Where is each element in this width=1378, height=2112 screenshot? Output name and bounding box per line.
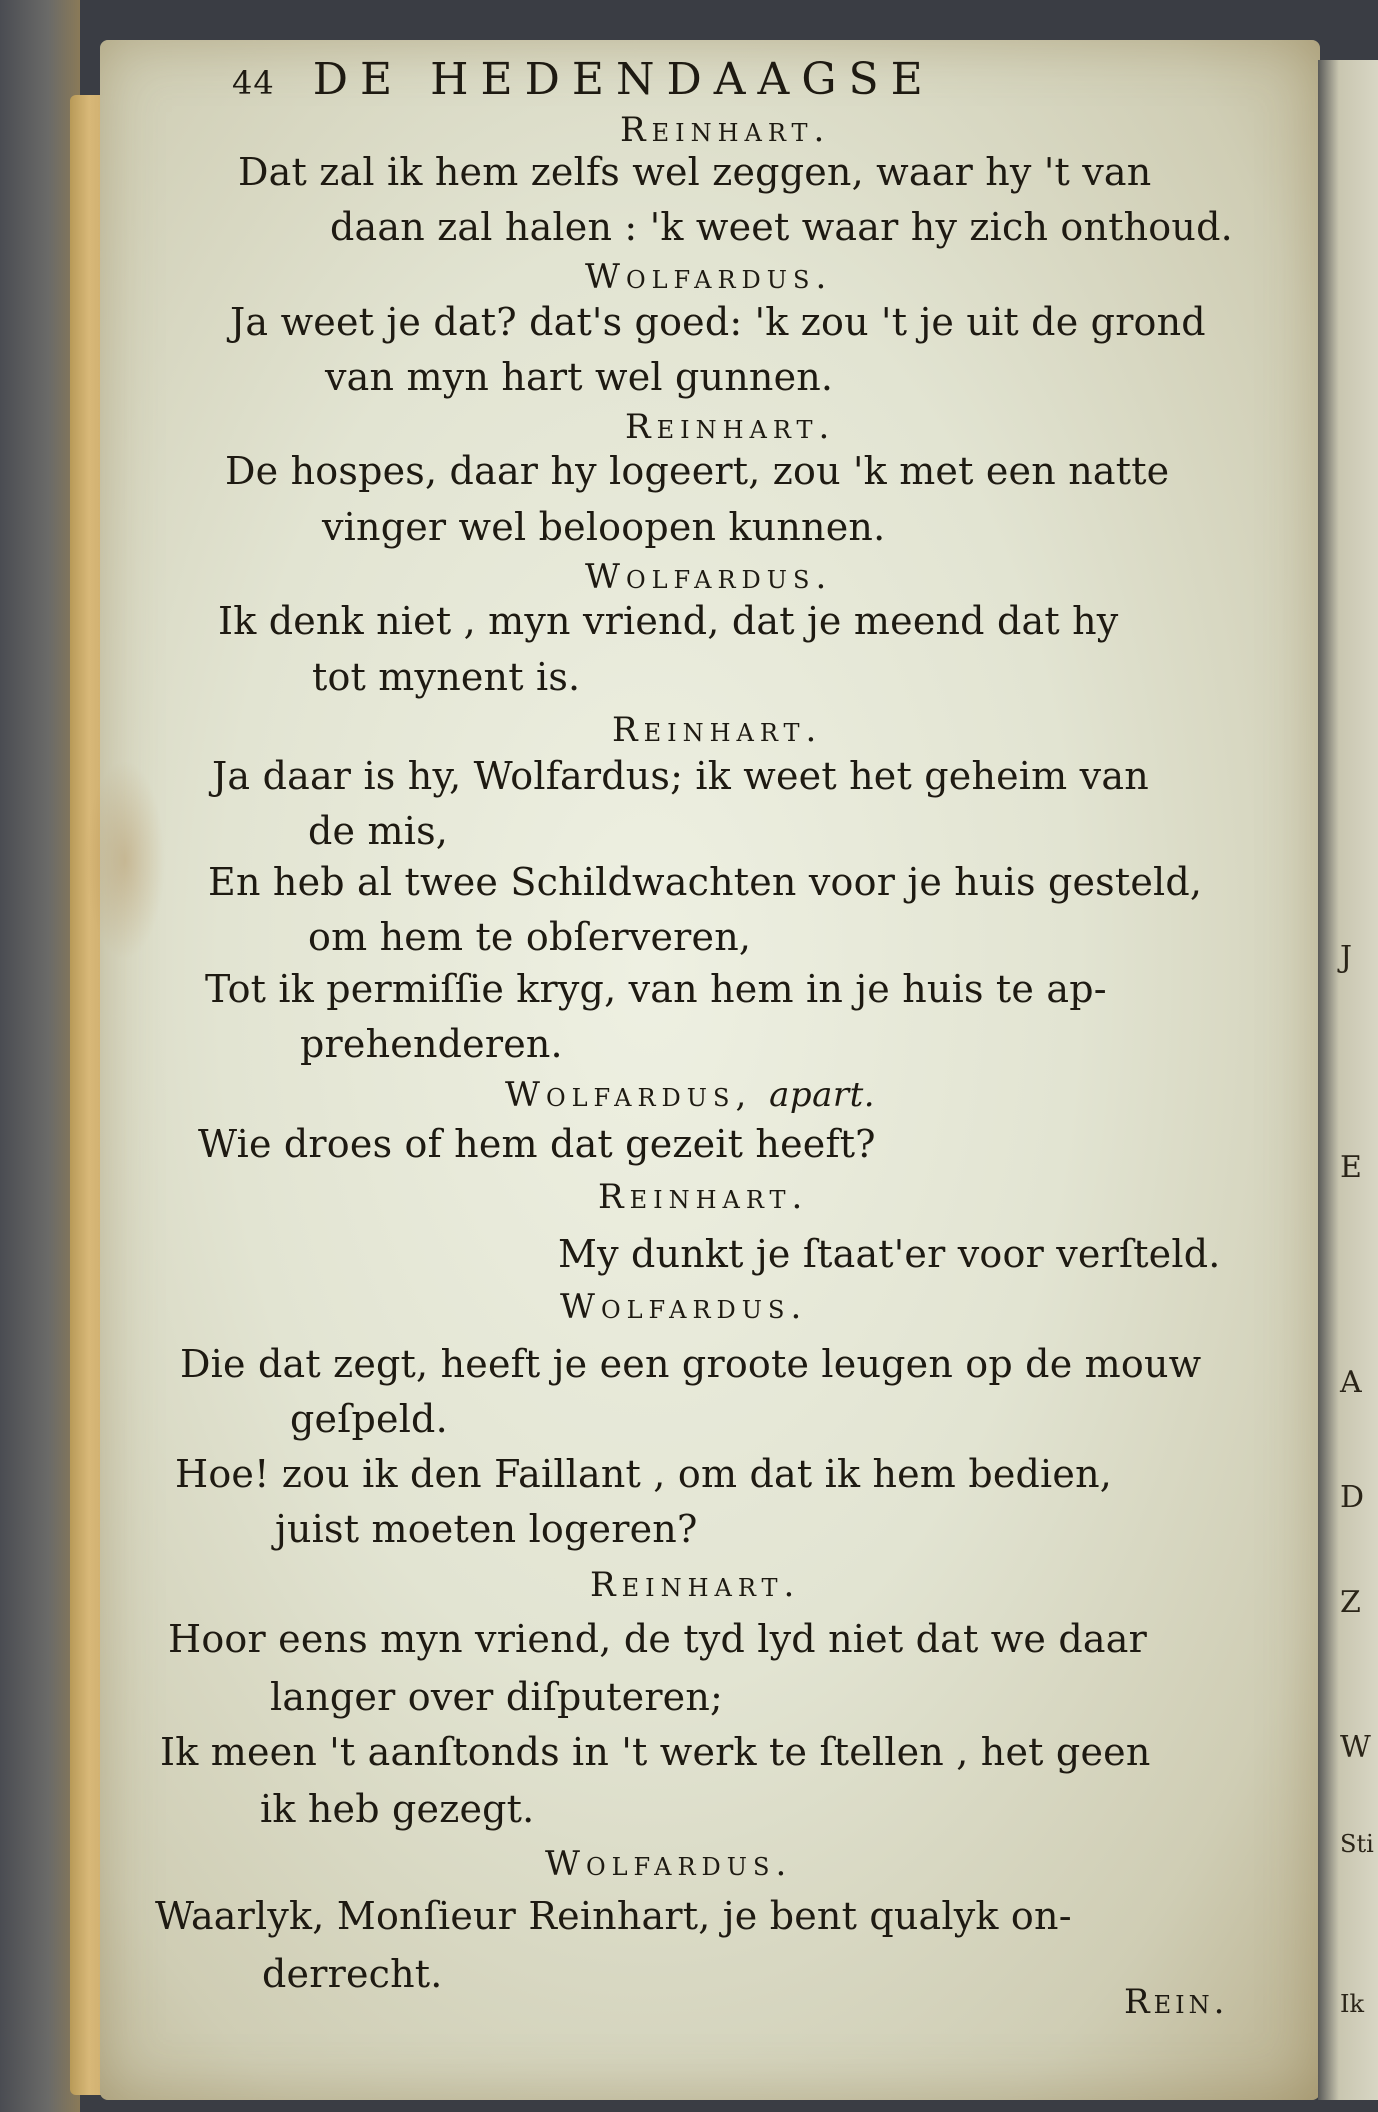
dialogue-line: langer over diſputeren; [270,1675,724,1719]
speaker-heading: Reinhart. [598,1177,809,1217]
dialogue-line: geſpeld. [290,1397,448,1441]
adjacent-page-fragment: J [1340,940,1353,975]
speaker-heading: Reinhart. [620,110,831,150]
running-title: DE HEDENDAAGSE [312,54,935,105]
speaker-heading: Reinhart. [612,710,823,750]
speaker-heading: Wolfardus. [585,257,833,297]
dialogue-line: om hem te obſerveren, [308,915,752,959]
adjacent-page-fragment: Z [1340,1585,1361,1620]
adjacent-page-fragment: Sti [1340,1830,1374,1858]
dialogue-line: Hoor eens myn vriend, de tyd lyd niet dat we daar [168,1617,1148,1661]
speaker-name: Wolfardus, [505,1075,753,1115]
dialogue-line: de mis, [308,809,449,853]
dialogue-line: Ja weet je dat? dat's goed: 'k zou 't je uit de grond [230,300,1206,344]
adjacent-page-fragment: A [1340,1365,1362,1400]
dialogue-line: Hoe! zou ik den Faillant , om dat ik hem bedien, [175,1452,1113,1496]
book-spine-shadow [0,0,80,2112]
dialogue-line: van myn hart wel gunnen. [325,355,834,399]
speaker-heading: Wolfardus. [585,557,833,597]
dialogue-line: Die dat zegt, heeft je een groote leugen op de mouw [180,1342,1202,1386]
speaker-heading [505,1075,876,1115]
dialogue-line: Ik denk niet , myn vriend, dat je meend dat hy [218,599,1119,643]
dialogue-line: Waarlyk, Monſieur Reinhart, je bent qualyk on- [155,1894,1072,1938]
dialogue-line: ik heb gezegt. [260,1787,535,1831]
speaker-heading: Wolfardus. [545,1844,793,1884]
dialogue-line: Dat zal ik hem zelfs wel zeggen, waar hy 't van [238,150,1152,194]
dialogue-line: Ik meen 't aanſtonds in 't werk te ſtellen , het geen [160,1730,1151,1774]
adjacent-page-fragment: W [1340,1730,1371,1765]
speaker-heading: Reinhart. [590,1565,801,1605]
dialogue-line: My dunkt je ſtaat'er voor verſteld. [558,1232,1221,1276]
catchword: Rein. [1124,1982,1229,2022]
running-header [232,54,935,105]
stage-direction: apart. [769,1075,876,1115]
page-number: 44 [232,64,275,102]
dialogue-line: juist moeten logeren? [275,1507,698,1551]
dialogue-line: De hospes, daar hy logeert, zou 'k met een natte [225,449,1170,493]
dialogue-line: daan zal halen : 'k weet waar hy zich onthoud. [330,205,1233,249]
dialogue-line: Wie droes of hem dat gezeit heeft? [198,1122,876,1166]
speaker-heading: Reinhart. [625,407,836,447]
adjacent-page-fragment: D [1340,1480,1365,1515]
adjacent-page-edge [1318,60,1378,2100]
dialogue-line: Ja daar is hy, Wolfardus; ik weet het geheim van [212,754,1149,798]
dialogue-line: En heb al twee Schildwachten voor je huis gesteld, [208,860,1203,904]
dialogue-line: prehenderen. [300,1022,563,1066]
dialogue-line: derrecht. [262,1952,443,1996]
speaker-heading: Wolfardus. [560,1287,808,1327]
dialogue-line: tot mynent is. [312,655,581,699]
dialogue-line: vinger wel beloopen kunnen. [322,505,886,549]
paper-stain [85,760,165,960]
adjacent-page-fragment: E [1340,1150,1362,1185]
dialogue-line: Tot ik permiſſie kryg, van hem in je huis te ap- [205,967,1107,1011]
adjacent-page-fragment: Ik [1340,1990,1365,2018]
